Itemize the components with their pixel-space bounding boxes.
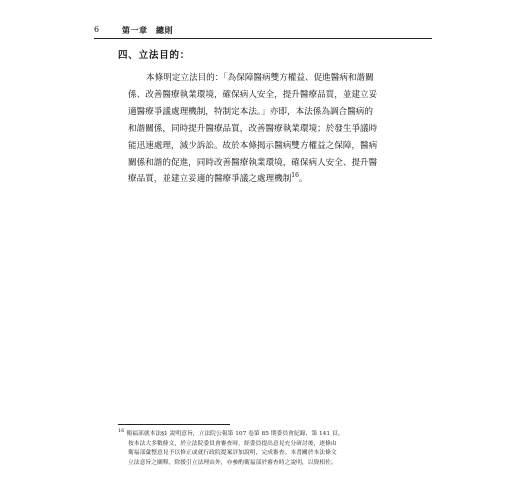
paragraph-line: 本條明定立法目的：「為保障醫病雙方權益、促進醫病和諧關	[146, 73, 374, 83]
footnote-line: 衛福部彙整意見予以修正或就行政院提案評加說明，完成審查。本書關於本法條文	[128, 450, 337, 457]
page-number: 6	[94, 25, 100, 34]
footnote-line: 立法意旨之闡釋，除援引立法理由外，亦參酌衛福部於審查時之說明，以資相佐。	[128, 459, 337, 466]
paragraph-line: 關係和諧的促進，同時改善醫療執業環境，確保病人安全、提升醫	[128, 157, 378, 168]
body-paragraph	[128, 70, 404, 188]
footnote-reference[interactable]: 16	[291, 172, 299, 180]
footnote-line	[118, 430, 408, 440]
paragraph-line: 和諧關係，同時提升醫療品質，改善醫療執業環境；於發生爭議時	[128, 123, 378, 134]
paragraph-end-punctuation: 。	[298, 174, 308, 185]
footnote-line: 按本法大多數條文，於立法院委員會審查時，經委員提出意見充分研討後，逐條由	[128, 440, 337, 447]
footnote	[118, 430, 408, 468]
running-header	[94, 24, 432, 39]
footnote-divider	[118, 424, 230, 425]
paragraph-line: 係、改善醫療執業環境，確保病人安全，提升醫療品質，並建立妥	[128, 89, 378, 100]
paragraph-last-line	[128, 171, 404, 188]
footnote-text: 衛福部就本法§1 說明意旨，立法院公報第 107 卷第 85 期委員會紀錄，第 141 頁。	[126, 431, 344, 437]
footnote-number: 16	[118, 428, 125, 435]
paragraph-line-text: 療品質，並建立妥適的醫療爭議之處理機制	[128, 174, 292, 185]
chapter-title: 第一章 總則	[122, 25, 173, 35]
paragraph-line: 適醫療爭議處理機制，特制定本法。」亦即，本法係為調合醫病的	[128, 106, 373, 117]
paragraph-line: 能迅速處理，減少訴訟。故於本條揭示醫病雙方權益之保障，醫病	[128, 140, 378, 151]
section-heading: 四、立法目的：	[118, 50, 191, 61]
